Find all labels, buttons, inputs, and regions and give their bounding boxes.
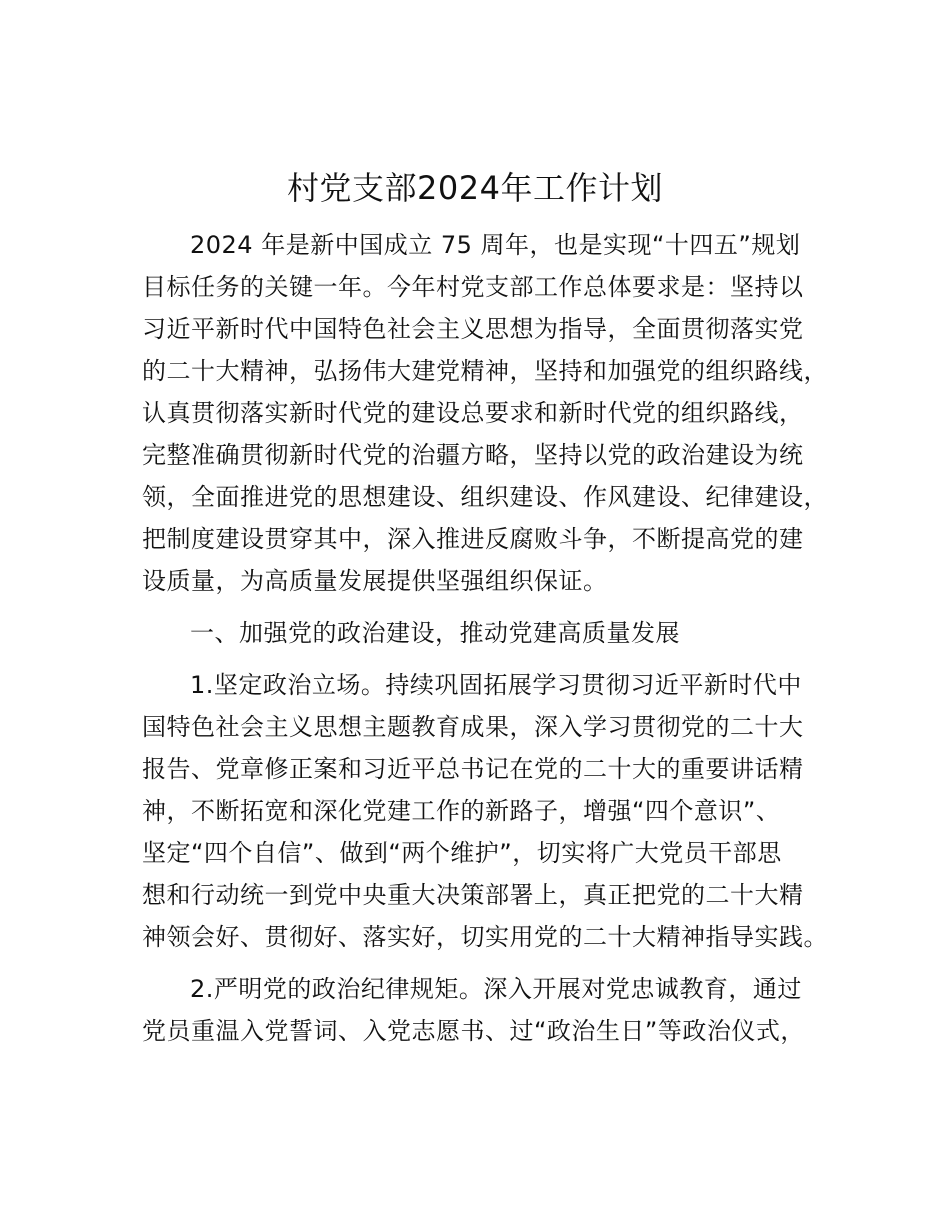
paragraph-line: 领，全面推进党的思想建设、组织建设、作风建设、纪律建设， [142, 483, 828, 511]
paragraph-line: 把制度建设贯穿其中，深入推进反腐败斗争，不断提高党的建 [142, 525, 804, 553]
paragraph-line: 1.坚定政治立场。持续巩固拓展学习贯彻习近平新时代中 [190, 671, 802, 699]
paragraph-item-1 [142, 666, 842, 960]
paragraph-line: 神领会好、贯彻好、落实好，切实用党的二十大精神指导实践。 [142, 923, 828, 951]
paragraph-line: 坚定“四个自信”、做到“两个维护”，切实将广大党员干部思 [142, 839, 782, 867]
paragraph-intro [142, 226, 842, 604]
paragraph-gap [142, 960, 842, 970]
paragraph-line: 国特色社会主义思想主题教育成果，深入学习贯彻党的二十大 [142, 713, 804, 741]
paragraph-gap [142, 656, 842, 666]
section-heading-line: 一、加强党的政治建设，推动党建高质量发展 [190, 619, 680, 647]
paragraph-line: 目标任务的关键一年。今年村党支部工作总体要求是：坚持以 [142, 273, 804, 301]
document-body [142, 226, 842, 1054]
paragraph-line: 完整准确贯彻新时代党的治疆方略，坚持以党的政治建设为统 [142, 441, 804, 469]
paragraph-line: 神，不断拓宽和深化党建工作的新路子，增强“四个意识”、 [142, 797, 781, 825]
paragraph-line: 报告、党章修正案和习近平总书记在党的二十大的重要讲话精 [142, 755, 804, 783]
paragraph-line: 党员重温入党誓词、入党志愿书、过“政治生日”等政治仪式， [142, 1017, 805, 1045]
section-heading-1 [142, 614, 842, 656]
paragraph-gap [142, 604, 842, 614]
paragraph-line: 2024 年是新中国成立 75 周年，也是实现“十四五”规划 [190, 231, 801, 259]
paragraph-line: 想和行动统一到党中央重大决策部署上，真正把党的二十大精 [142, 881, 804, 909]
paragraph-line: 的二十大精神，弘扬伟大建党精神，坚持和加强党的组织路线， [142, 357, 828, 385]
paragraph-item-2 [142, 970, 842, 1054]
paragraph-line: 认真贯彻落实新时代党的建设总要求和新时代党的组织路线， [142, 399, 804, 427]
paragraph-line: 习近平新时代中国特色社会主义思想为指导，全面贯彻落实党 [142, 315, 804, 343]
paragraph-line: 设质量，为高质量发展提供坚强组织保证。 [142, 567, 608, 595]
document-title: 村党支部2024年工作计划 [287, 169, 663, 207]
paragraph-line: 2.严明党的政治纪律规矩。深入开展对党忠诚教育，通过 [190, 975, 802, 1003]
